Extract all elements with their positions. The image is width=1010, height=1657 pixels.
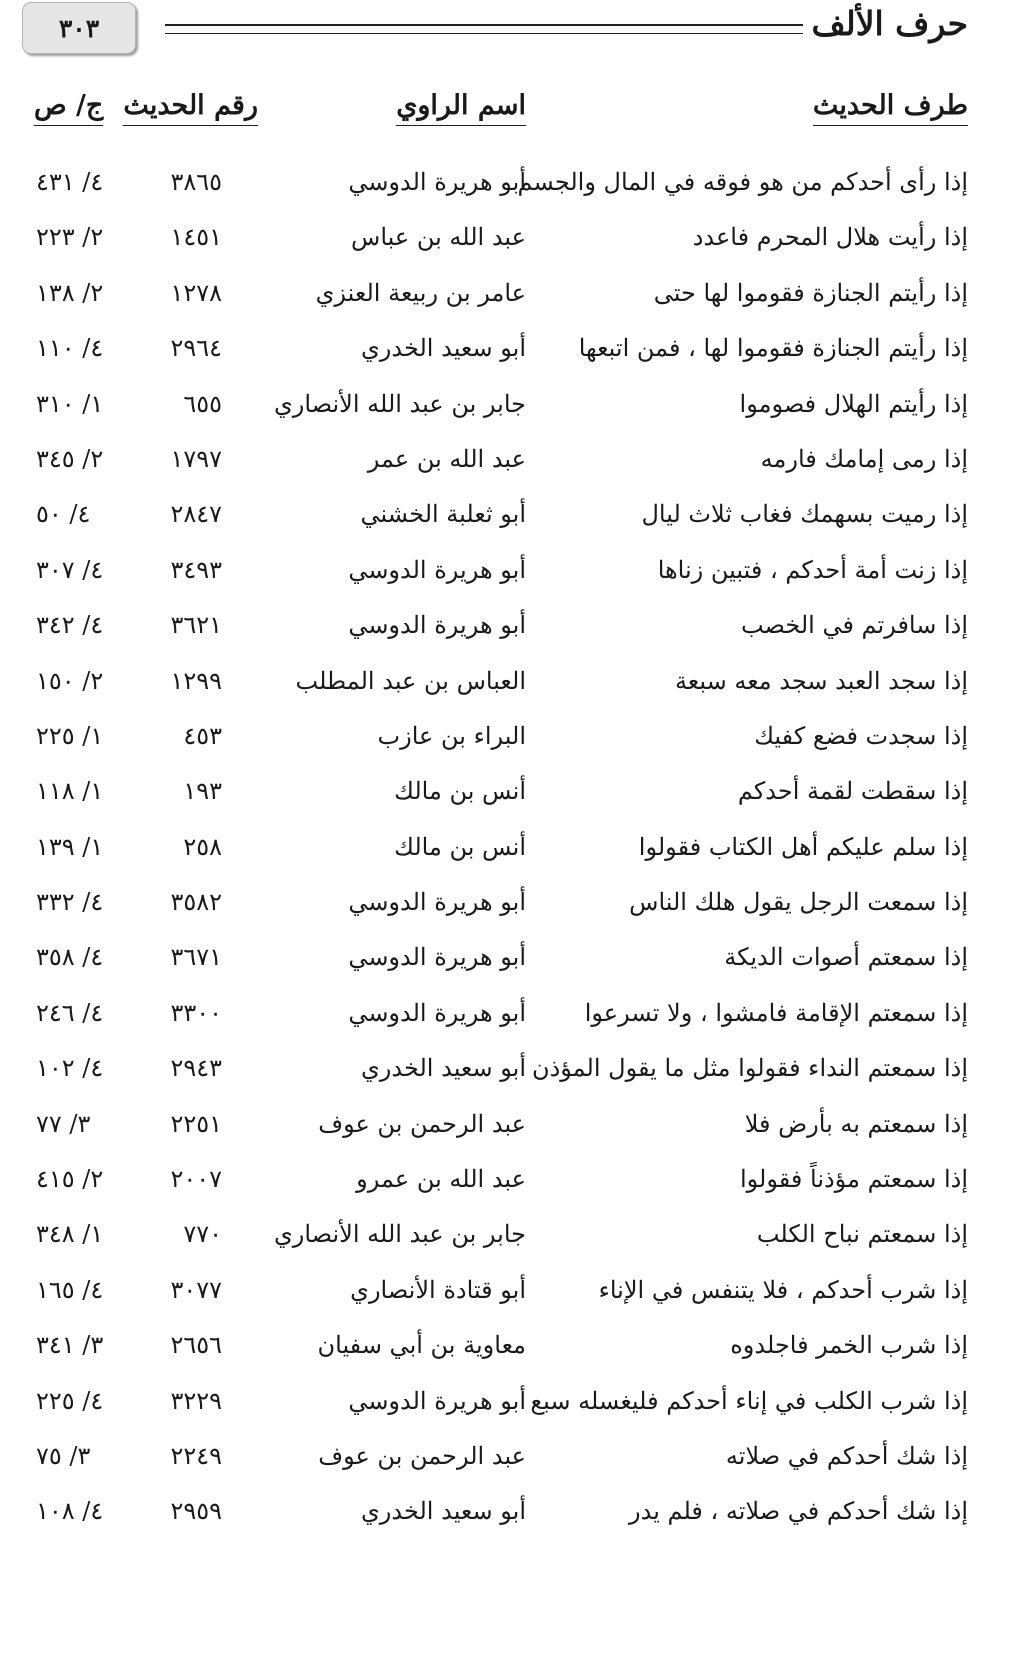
table-row [0,155,1010,210]
hadith-number-cell: ٢٠٠٧ [170,1165,222,1194]
volume-page-cell: ٤/ ٢٤٦ [36,998,104,1027]
hadith-number-cell: ٣٦٧١ [170,943,222,972]
table-row [0,1263,1010,1318]
hadith-opening-cell: إذا شرب أحدكم ، فلا يتنفس في الإناء [598,1275,968,1304]
hadith-opening-cell: إذا سمعتم مؤذناً فقولوا [739,1165,968,1194]
hadith-number-cell: ٢٢٤٩ [170,1441,222,1470]
narrator-name-cell: أبو هريرة الدوسي [348,888,526,917]
narrator-name-cell: عبد الله بن عمرو [356,1165,526,1194]
volume-page-cell: ٤/ ١١٠ [36,334,104,363]
volume-page-cell: ١/ ١١٨ [36,777,104,806]
volume-page-cell: ٤/ ٣٤٢ [36,611,104,640]
hadith-number-cell: ٣٦٢١ [170,611,222,640]
table-row [0,709,1010,764]
hadith-opening-cell: إذا سمعتم النداء فقولوا مثل ما يقول المؤذن [531,1054,968,1083]
hadith-number-cell: ١٤٥١ [170,223,222,252]
narrator-name-cell: جابر بن عبد الله الأنصاري [273,389,526,418]
hadith-number-cell: ٣٢٢٩ [170,1386,222,1415]
table-row [0,1484,1010,1539]
volume-page-cell: ٤/ ١٠٨ [36,1497,104,1526]
table-row [0,598,1010,653]
table-row [0,986,1010,1041]
table-row [0,764,1010,819]
hadith-index-table [0,155,1010,1540]
hadith-opening-cell: إذا سافرتم في الخصب [740,611,968,640]
narrator-name-cell: أبو ثعلبة الخشني [360,500,526,529]
table-row [0,1097,1010,1152]
column-header-tarf: طرف الحديث [813,90,968,126]
volume-page-cell: ٣/ ٧٧ [36,1109,91,1138]
hadith-number-cell: ٤٥٣ [183,721,222,750]
hadith-opening-cell: إذا سمعتم نباح الكلب [756,1220,968,1249]
volume-page-cell: ٤/ ٤٣١ [36,168,104,196]
narrator-name-cell: عامر بن ربيعة العنزي [315,278,526,307]
narrator-name-cell: أبو هريرة الدوسي [348,168,526,196]
table-row [0,820,1010,875]
table-row [0,543,1010,598]
chapter-title: حرف الألف [811,4,968,43]
hadith-opening-cell: إذا رميت بسهمك فغاب ثلاث ليال [641,500,968,529]
hadith-opening-cell: إذا شرب الخمر فاجلدوه [730,1331,968,1360]
table-row [0,377,1010,432]
hadith-number-cell: ٢٩٤٣ [170,1054,222,1083]
hadith-number-cell: ٢٨٤٧ [170,500,222,529]
header-rule-thin [165,33,803,34]
hadith-number-cell: ٢٩٥٩ [170,1497,222,1526]
volume-page-cell: ١/ ١٣٩ [36,832,104,861]
volume-page-cell: ١/ ٣١٠ [36,389,104,418]
volume-page-cell: ٢/ ٢٢٣ [36,223,104,252]
narrator-name-cell: عبد الرحمن بن عوف [318,1109,526,1138]
hadith-number-cell: ٢٢٥١ [170,1109,222,1138]
hadith-number-cell: ٣٨٦٥ [170,168,222,196]
volume-page-cell: ٤/ ١٦٥ [36,1275,104,1304]
hadith-number-cell: ٧٧٠ [183,1220,222,1249]
hadith-number-cell: ١٧٩٧ [170,444,222,473]
hadith-opening-cell: إذا سمعتم أصوات الديكة [724,943,968,972]
narrator-name-cell: أنس بن مالك [394,832,526,861]
narrator-name-cell: أبو هريرة الدوسي [348,555,526,584]
narrator-name-cell: أبو سعيد الخدري [361,1497,526,1526]
header-rule-thick [165,24,803,26]
hadith-number-cell: ٣٣٠٠ [170,998,222,1027]
hadith-number-cell: ١٢٧٨ [170,278,222,307]
hadith-opening-cell: إذا رأيت هلال المحرم فاعدد [692,223,968,252]
narrator-name-cell: أبو هريرة الدوسي [348,1386,526,1415]
volume-page-cell: ١/ ٢٢٥ [36,721,104,750]
column-header-rawi: اسم الراوي [396,90,526,126]
hadith-number-cell: ٣٠٧٧ [170,1275,222,1304]
volume-page-cell: ١/ ٣٤٨ [36,1220,104,1249]
column-header-number: رقم الحديث [123,90,258,126]
column-header-volume-page: ج/ ص [34,90,103,126]
narrator-name-cell: أنس بن مالك [394,777,526,806]
page-number: ٣٠٣ [22,2,136,54]
narrator-name-cell: عبد الله بن عمر [367,444,526,473]
volume-page-cell: ٤/ ٢٢٥ [36,1386,104,1415]
hadith-number-cell: ٢٩٦٤ [170,334,222,363]
table-row [0,1374,1010,1429]
table-row [0,210,1010,265]
narrator-name-cell: أبو هريرة الدوسي [348,943,526,972]
narrator-name-cell: العباس بن عبد المطلب [295,666,526,695]
table-row [0,1429,1010,1484]
narrator-name-cell: عبد الله بن عباس [351,223,526,252]
volume-page-cell: ٤/ ٥٠ [36,500,91,529]
volume-page-cell: ٤/ ٣٥٨ [36,943,104,972]
table-row [0,487,1010,542]
table-row [0,321,1010,376]
volume-page-cell: ٢/ ٣٤٥ [36,444,104,473]
table-row [0,875,1010,930]
volume-page-cell: ٣/ ٣٤١ [36,1331,104,1360]
volume-page-cell: ٤/ ١٠٢ [36,1054,104,1083]
narrator-name-cell: أبو سعيد الخدري [361,334,526,363]
hadith-opening-cell: إذا سقطت لقمة أحدكم [737,777,968,806]
hadith-opening-cell: إذا رمى إمامك فارمه [760,444,968,473]
column-headers [0,90,1010,150]
narrator-name-cell: البراء بن عازب [377,721,526,750]
hadith-opening-cell: إذا سلم عليكم أهل الكتاب فقولوا [638,832,968,861]
table-row [0,930,1010,985]
hadith-number-cell: ١٢٩٩ [170,666,222,695]
volume-page-cell: ٢/ ١٣٨ [36,278,104,307]
hadith-number-cell: ٦٥٥ [183,389,222,418]
hadith-number-cell: ٣٥٨٢ [170,888,222,917]
hadith-opening-cell: إذا سجد العبد سجد معه سبعة [674,666,968,695]
volume-page-cell: ٤/ ٣٠٧ [36,555,104,584]
hadith-opening-cell: إذا سجدت فضع كفيك [754,721,968,750]
hadith-opening-cell: إذا سمعت الرجل يقول هلك الناس [629,888,968,917]
hadith-number-cell: ١٩٣ [183,777,222,806]
table-row [0,654,1010,709]
page-header [0,0,1010,70]
hadith-number-cell: ٣٤٩٣ [170,555,222,584]
hadith-opening-cell: إذا سمعتم الإقامة فامشوا ، ولا تسرعوا [584,998,968,1027]
volume-page-cell: ٣/ ٧٥ [36,1441,91,1470]
hadith-opening-cell: إذا رأى أحدكم من هو فوقه في المال والجسم [517,168,968,196]
table-row [0,1318,1010,1373]
narrator-name-cell: أبو هريرة الدوسي [348,611,526,640]
hadith-number-cell: ٢٥٨ [183,832,222,861]
narrator-name-cell: أبو قتادة الأنصاري [350,1275,526,1304]
volume-page-cell: ٤/ ٣٣٢ [36,888,104,917]
volume-page-cell: ٢/ ١٥٠ [36,666,104,695]
hadith-opening-cell: إذا شك أحدكم في صلاته ، فلم يدر [629,1497,968,1526]
table-row [0,1041,1010,1096]
table-row [0,432,1010,487]
hadith-opening-cell: إذا شرب الكلب في إناء أحدكم فليغسله سبع [530,1386,968,1415]
narrator-name-cell: أبو هريرة الدوسي [348,998,526,1027]
narrator-name-cell: معاوية بن أبي سفيان [317,1331,526,1360]
narrator-name-cell: أبو سعيد الخدري [361,1054,526,1083]
hadith-opening-cell: إذا رأيتم الهلال فصوموا [739,389,968,418]
hadith-opening-cell: إذا زنت أمة أحدكم ، فتبين زناها [657,555,968,584]
hadith-opening-cell: إذا رأيتم الجنازة فقوموا لها حتى [653,278,968,307]
table-row [0,1152,1010,1207]
volume-page-cell: ٢/ ٤١٥ [36,1165,104,1194]
narrator-name-cell: جابر بن عبد الله الأنصاري [273,1220,526,1249]
table-row [0,1207,1010,1262]
narrator-name-cell: عبد الرحمن بن عوف [318,1441,526,1470]
hadith-opening-cell: إذا رأيتم الجنازة فقوموا لها ، فمن اتبعها [578,334,968,363]
hadith-opening-cell: إذا شك أحدكم في صلاته [725,1441,968,1470]
hadith-number-cell: ٢٦٥٦ [170,1331,222,1360]
hadith-opening-cell: إذا سمعتم به بأرض فلا [744,1109,968,1138]
table-row [0,266,1010,321]
